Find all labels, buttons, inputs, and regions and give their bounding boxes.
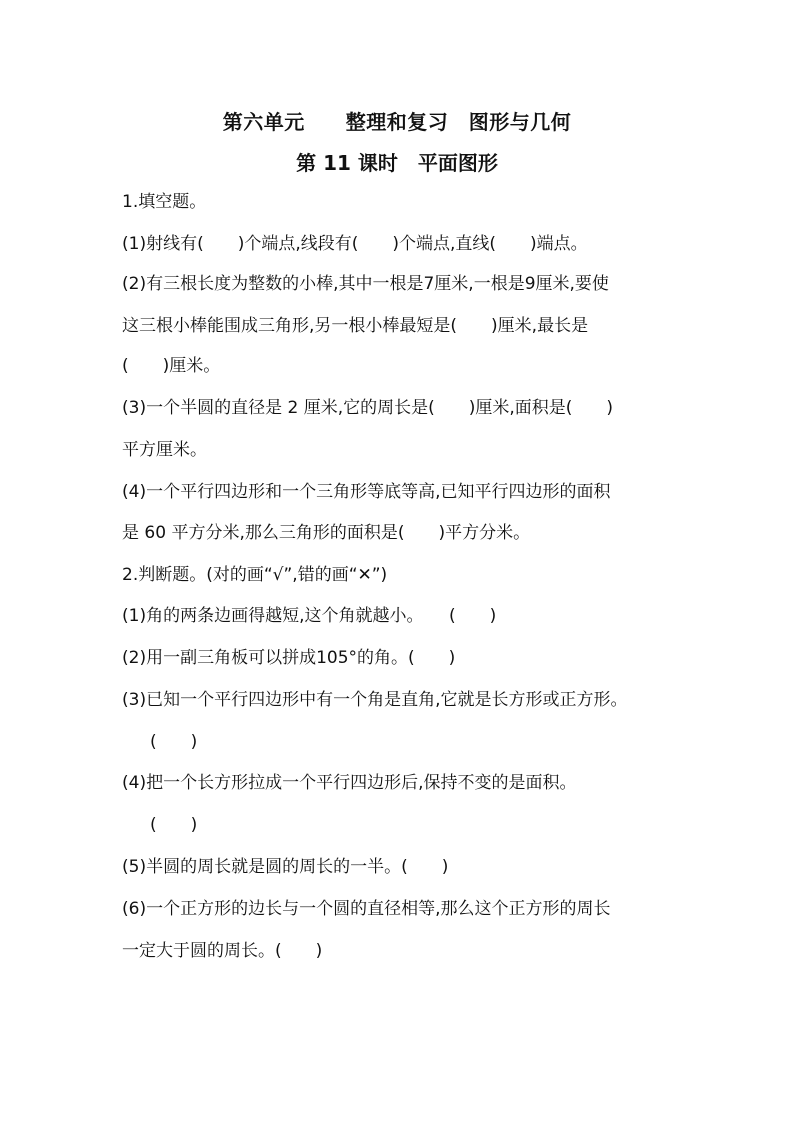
fill-in-question-4-line-2: 是 60 平方分米,那么三角形的面积是( )平方分米。	[122, 523, 531, 543]
judgment-question-6-line-2: 一定大于圆的周长。( )	[122, 941, 323, 961]
fill-in-question-3-line-1: (3)一个半圆的直径是 2 厘米,它的周长是( )厘米,面积是( )	[122, 398, 614, 418]
judgment-section-heading: 2.判断题。(对的画“√”,错的画“✕”)	[122, 565, 388, 585]
fill-in-question-2-line-3: ( )厘米。	[122, 356, 221, 376]
judgment-question-2: (2)用一副三角板可以拼成105°的角。( )	[122, 648, 456, 668]
fill-in-question-3-line-2: 平方厘米。	[122, 440, 207, 460]
judgment-question-4-line-1: (4)把一个长方形拉成一个平行四边形后,保持不变的是面积。	[122, 773, 577, 793]
lesson-subtitle: 第 11 课时 平面图形	[296, 151, 498, 175]
judgment-question-5: (5)半圆的周长就是圆的周长的一半。( )	[122, 857, 449, 877]
page-title: 第六单元 整理和复习 图形与几何	[222, 110, 572, 134]
judgment-question-1: (1)角的两条边画得越短,这个角就越小。 ( )	[122, 606, 497, 626]
fill-in-section-heading: 1.填空题。	[122, 192, 207, 212]
judgment-question-3-answer: ( )	[150, 732, 198, 752]
fill-in-question-4-line-1: (4)一个平行四边形和一个三角形等底等高,已知平行四边形的面积	[122, 482, 611, 502]
fill-in-question-2-line-1: (2)有三根长度为整数的小棒,其中一根是7厘米,一根是9厘米,要使	[122, 274, 609, 294]
fill-in-question-2-line-2: 这三根小棒能围成三角形,另一根小棒最短是( )厘米,最长是	[122, 316, 589, 336]
judgment-question-3-line-1: (3)已知一个平行四边形中有一个角是直角,它就是长方形或正方形。	[122, 690, 628, 710]
judgment-question-4-answer: ( )	[150, 815, 198, 835]
fill-in-question-1: (1)射线有( )个端点,线段有( )个端点,直线( )端点。	[122, 234, 588, 254]
judgment-question-6-line-1: (6)一个正方形的边长与一个圆的直径相等,那么这个正方形的周长	[122, 899, 611, 919]
